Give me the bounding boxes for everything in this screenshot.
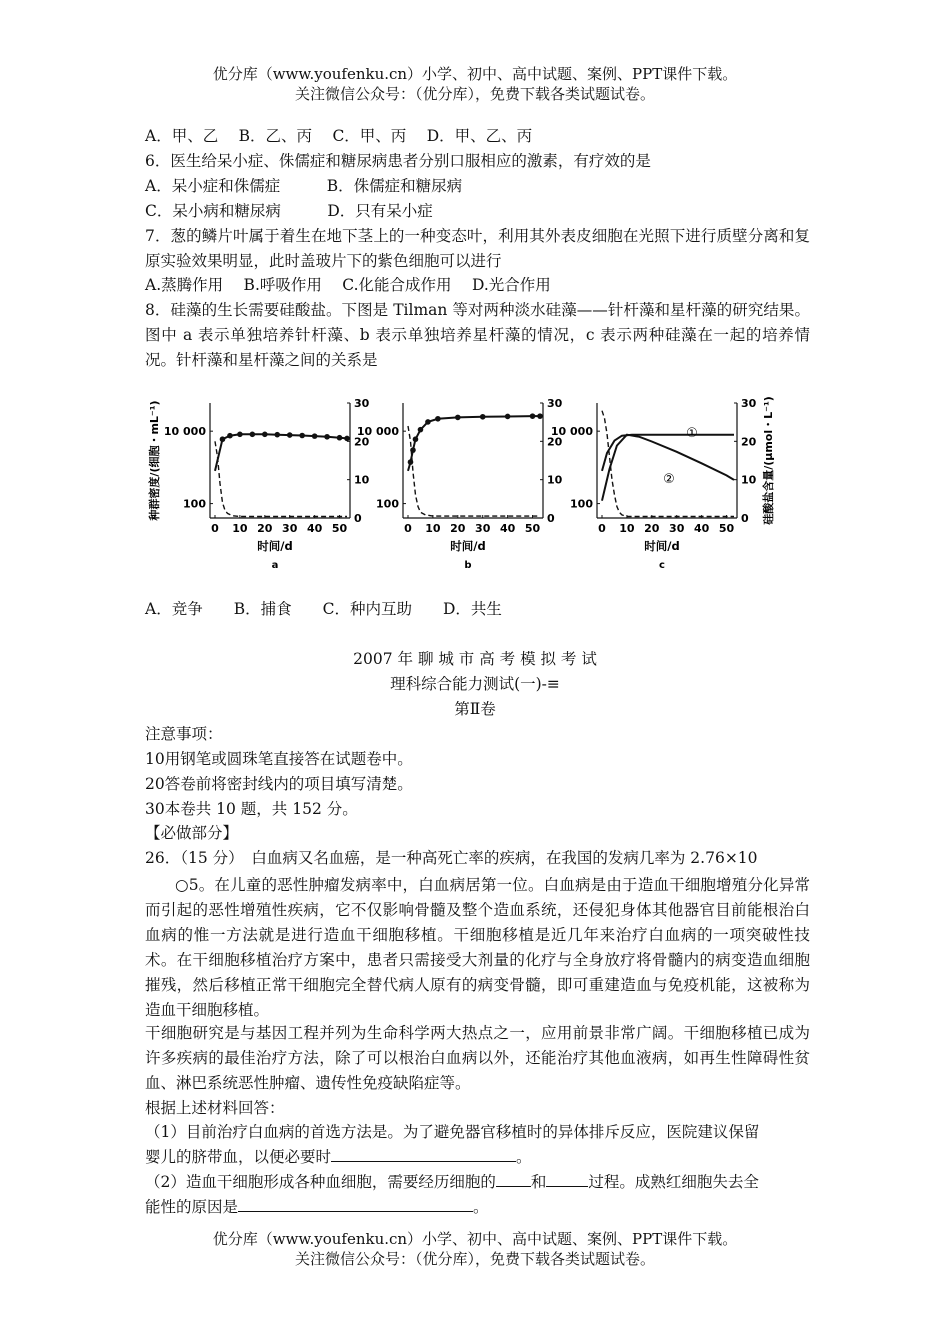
x-tick-label: 0 [598, 522, 606, 535]
q26-subq2-line1: （2）造血干细胞形成各种血细胞，需要经历细胞的 和 过程。成熟红细胞失去全 [145, 1173, 759, 1191]
data-point [324, 434, 330, 440]
q5-options: A．甲、乙 B．乙、丙 C．甲、丙 D．甲、乙、丙 [145, 127, 533, 145]
exam-subtitle: 理科综合能力测试(一)-≡ [390, 675, 560, 693]
x-tick-label: 40 [306, 522, 323, 535]
silicate-algae-figure [145, 385, 795, 575]
y-left-axis-label: 种群密度/(细胞・mL⁻¹) [148, 400, 161, 521]
required-section: 【必做部分】 [145, 824, 239, 842]
x-tick-label: 30 [475, 522, 491, 535]
x-tick-label: 10 [619, 522, 635, 535]
q8-stem: 8．硅藻的生长需要硅酸盐。下图是 Tilman 等对两种淡水硅藻——针杆藻和星杆藻的研究结果。图中 a 表示单独培养针杆藻、b 表示单独培养星杆藻的情况，c 表示两种硅藻在一起的培养情况。针杆藻和星杆藻之间的关系是 [145, 301, 810, 369]
data-point [455, 415, 461, 421]
page-header-line2: 关注微信公众号：（优分库），免费下载各类试题试卷。 [294, 85, 655, 103]
data-point [435, 416, 441, 422]
answer-blank-4[interactable] [238, 1196, 473, 1212]
y-left-tick-label: 10 000 [550, 425, 593, 439]
q26-paragraph-1: ○5。在儿童的恶性肿瘤发病率中，白血病居第一位。白血病是由于造血干细胞增殖分化异常而引起的恶性增殖性疾病，它不仅影响骨髓及整个造血系统，还侵犯身体其他器官目前能根治白血病的惟一方法就是进行造血干细胞移植。干细胞移植是近几年来治疗白血病的一项突破性技术。在干细胞移植治疗方案中，患者只需接受大剂量的化疗与全身放疗将骨髓内的病变造血细胞摧残，然后移植正常干细胞完全替代病人原有的病变骨髓，即可重建造血与免疫机能，这被称为造血干细胞移植。 [145, 876, 810, 1019]
panel-letter: b [464, 560, 472, 571]
y-right-tick-label: 30 [741, 397, 757, 410]
data-point [287, 432, 293, 438]
data-point [227, 433, 233, 439]
q7-options: A.蒸腾作用 B.呼吸作用 C.化能合成作用 D.光合作用 [145, 276, 551, 294]
y-right-tick-label: 20 [547, 435, 563, 449]
curve-label-2: ② [663, 472, 675, 487]
y-left-tick-label: 100 [570, 497, 593, 511]
page-footer-line2: 关注微信公众号：（优分库），免费下载各类试题试卷。 [294, 1250, 655, 1268]
y-left-tick-label: 10 000 [356, 425, 399, 439]
answer-blank-2[interactable] [496, 1171, 531, 1187]
x-tick-label: 30 [282, 522, 298, 535]
data-point [262, 431, 268, 437]
y-right-tick-label: 30 [547, 397, 563, 410]
data-point [505, 414, 511, 420]
y-right-axis-label: 硅酸盐含量/(μmol・L⁻¹) [762, 396, 775, 525]
x-axis-label: 时间/d [644, 539, 680, 553]
data-point [344, 436, 350, 442]
note-1: 10用钢笔或圆珠笔直接答在试题卷中。 [145, 750, 413, 768]
x-tick-label: 0 [211, 522, 219, 535]
curve-label-1: ① [686, 426, 698, 441]
population-curve [215, 434, 347, 471]
x-tick-label: 40 [693, 522, 710, 535]
q6-options-cd: C．呆小病和糖尿病 D．只有呆小症 [145, 202, 433, 220]
y-left-tick-label: 10 000 [163, 425, 206, 439]
q26-paragraph-2: 干细胞研究是与基因工程并列为生命科学两大热点之一，应用前景非常广阔。干细胞移植已成为许多疾病的最佳治疗方法，除了可以根治白血病以外，还能治疗其他血液病，如再生性障碍性贫血、淋巴系统恶性肿瘤、遗传性免疫缺陷症等。 [145, 1024, 810, 1092]
answer-blank-1[interactable] [331, 1146, 516, 1162]
x-tick-label: 10 [425, 522, 441, 535]
data-point [274, 432, 280, 438]
panel-letter: a [271, 560, 279, 571]
data-point [220, 436, 226, 442]
x-tick-label: 20 [450, 522, 466, 535]
q26-heading: 26．（15 分） 白血病又名血癌，是一种高死亡率的疾病，在我国的发病几率为 2.76×10 [145, 849, 758, 867]
data-point [480, 414, 486, 420]
q6-options-ab: A．呆小症和侏儒症 B．侏儒症和糖尿病 [145, 177, 463, 195]
x-tick-label: 20 [644, 522, 660, 535]
y-right-tick-label: 20 [741, 435, 757, 449]
q7-stem: 7．葱的鳞片叶属于着生在地下茎上的一种变态叶，利用其外表皮细胞在光照下进行质壁分离和复原实验效果明显，此时盖玻片下的紫色细胞可以进行 [145, 227, 810, 270]
silicate-curve [408, 426, 540, 516]
data-point [537, 413, 543, 419]
y-left-tick-label: 100 [376, 497, 399, 511]
panel-letter: c [659, 560, 665, 571]
x-tick-label: 50 [331, 522, 348, 535]
q26-subq1-text: 婴儿的脐带血，以便必要时 [145, 1148, 332, 1166]
data-point [237, 431, 243, 437]
data-point [250, 431, 256, 437]
x-tick-label: 0 [404, 522, 412, 535]
q6-stem: 6．医生给呆小症、侏儒症和糖尿病患者分别口服相应的激素，有疗效的是 [145, 152, 651, 170]
y-right-tick-label: 10 [741, 473, 757, 487]
y-right-tick-label: 0 [354, 512, 362, 525]
x-tick-label: 10 [232, 522, 248, 535]
y-right-tick-label: 30 [354, 397, 370, 410]
silicate-curve [215, 441, 347, 516]
volume-title: 第Ⅱ卷 [454, 700, 496, 718]
notes-heading: 注意事项： [145, 725, 223, 743]
data-point [425, 419, 431, 425]
y-right-tick-label: 0 [547, 512, 555, 525]
x-tick-label: 50 [718, 522, 735, 535]
exam-title: 2007 年 聊 城 市 高 考 模 拟 考 试 [353, 650, 597, 668]
data-point [299, 433, 305, 439]
q8-options: A．竞争 B．捕食 C．种内互助 D．共生 [145, 600, 502, 618]
data-point [337, 435, 343, 441]
y-left-tick-label: 100 [183, 497, 206, 511]
x-tick-label: 50 [524, 522, 541, 535]
page-header-line1: 优分库（www.youfenku.cn）小学、初中、高中试题、案例、PPT课件下载。 [212, 65, 738, 83]
y-right-tick-label: 0 [741, 512, 749, 525]
q26-subq1-line1: （1）目前治疗白血病的首选方法是。为了避免器官移植时的异体排斥反应，医院建议保留 [145, 1123, 760, 1141]
q26-prompt: 根据上述材料回答： [145, 1099, 285, 1117]
x-axis-label: 时间/d [450, 539, 486, 553]
note-3: 30本卷共 10 题，共 152 分。 [145, 800, 358, 818]
q26-subq2-line2: 能性的原因是 。 [145, 1198, 489, 1216]
data-point [312, 433, 318, 439]
population-curve [602, 435, 734, 501]
answer-blank-3[interactable] [546, 1171, 588, 1187]
data-point [530, 413, 536, 419]
silicate-curve [602, 411, 734, 517]
note-2: 20答卷前将密封线内的项目填写清楚。 [145, 775, 413, 793]
y-right-tick-label: 20 [354, 435, 370, 449]
x-tick-label: 30 [669, 522, 685, 535]
y-right-tick-label: 10 [547, 473, 563, 487]
data-point [418, 427, 424, 433]
x-tick-label: 40 [499, 522, 516, 535]
data-point [413, 436, 419, 442]
y-right-tick-label: 10 [354, 473, 370, 487]
q26-subq1-line2: 婴儿的脐带血，以便必要时 。 [145, 1148, 532, 1166]
x-axis-label: 时间/d [257, 539, 293, 553]
page-footer-line1: 优分库（www.youfenku.cn）小学、初中、高中试题、案例、PPT课件下载。 [212, 1230, 738, 1248]
x-tick-label: 20 [257, 522, 273, 535]
